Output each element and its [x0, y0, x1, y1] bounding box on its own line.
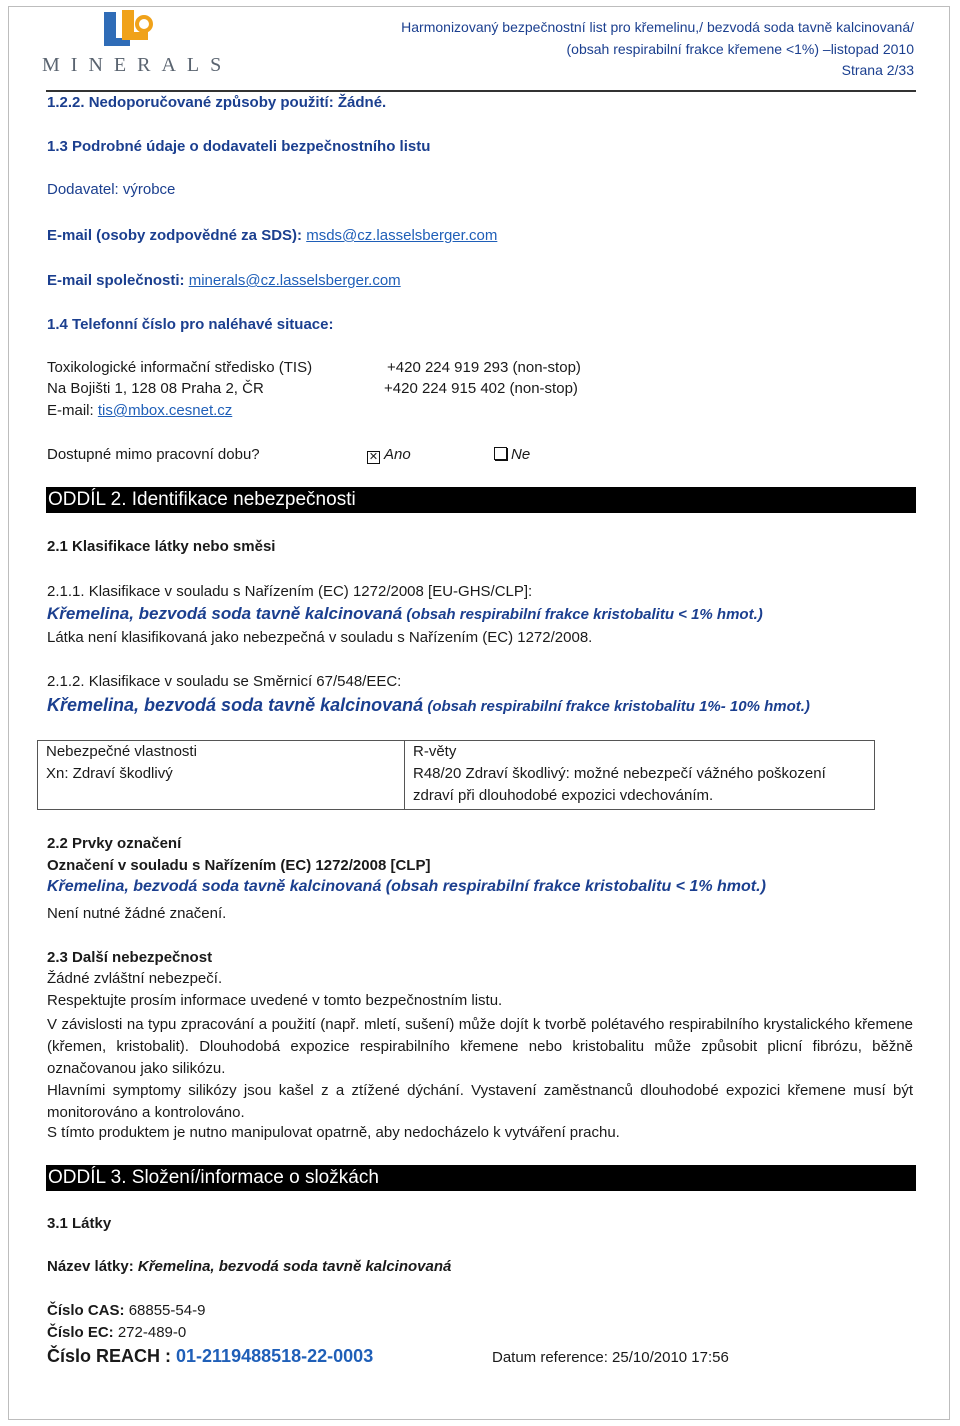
checked-box-icon: ✕: [368, 451, 379, 463]
minerals-logo-icon: [100, 8, 160, 52]
ec-label: Číslo EC:: [47, 1324, 118, 1341]
date-reference: Datum reference: 25/10/2010 17:56: [492, 1349, 729, 1366]
tis-name: Toxikologické informační středisko (TIS): [47, 359, 313, 376]
heading-3-1: 3.1 Látky: [47, 1215, 112, 1232]
emergency-heading: 1.4 Telefonní číslo pro naléhavé situace:: [47, 316, 334, 333]
substance-name-label: Název látky:: [47, 1258, 138, 1275]
product-name-a: Křemelina, bezvodá soda tavně kalcinovaná: [47, 604, 403, 623]
hazard-col-2: [405, 741, 875, 810]
hazard-table: [37, 740, 875, 810]
option-no[interactable]: [494, 446, 530, 463]
email-company-label: E-mail společnosti:: [47, 272, 189, 289]
substance-name-row: [47, 1258, 451, 1275]
logo-text: MINERALS: [42, 54, 233, 76]
heading-2-3: 2.3 Další nebezpečnost: [47, 949, 213, 966]
product-name-b: Křemelina, bezvodá soda tavně kalcinovaná: [47, 695, 424, 715]
r-phrases-value-2: zdraví při dlouhodobé expozici vdechováním.: [413, 787, 714, 804]
reach-value: 01-2119488518-22-0003: [176, 1346, 374, 1366]
supplier-text: Dodavatel: výrobce: [47, 181, 176, 198]
r-phrases-value-1: R48/20 Zdraví škodlivý: možné nebezpečí vážného poškození: [413, 765, 826, 782]
reach-row: [47, 1346, 373, 1367]
tis-email-label: E-mail:: [47, 402, 98, 419]
heading-2-1-2: 2.1.2. Klasifikace v souladu se Směrnicí 67/548/EEC:: [47, 673, 402, 690]
option-no-label: Ne: [511, 446, 531, 463]
ec-value: 272-489-0: [117, 1324, 187, 1341]
email-company-link[interactable]: minerals@cz.lasselsberger.com: [188, 272, 401, 289]
label-requirement-text: Není nutné žádné značení.: [47, 905, 227, 922]
r-phrases-header: R-věty: [413, 743, 457, 760]
hazard-col-1: [38, 741, 405, 810]
option-yes-label: Ano: [384, 446, 411, 463]
email-sds-row: [47, 227, 497, 244]
section-2-title: ODDÍL 2. Identifikace nebezpečnosti: [46, 487, 916, 513]
product-line-a: [47, 604, 763, 624]
other-hazard-5: S tímto produktem je nutno manipulovat opatrně, aby nedocházelo k vytváření prachu.: [47, 1124, 620, 1141]
heading-2-1-1: 2.1.1. Klasifikace v souladu s Nařízením (EC) 1272/2008 [EU-GHS/CLP]:: [47, 583, 533, 600]
product-line-c: Křemelina, bezvodá soda tavně kalcinovaná (obsah respirabilní frakce kristobalitu < 1% hmot.): [47, 878, 766, 895]
phone-2: +420 224 915 402 (non-stop): [384, 380, 578, 397]
phone-1: +420 224 919 293 (non-stop): [387, 359, 581, 376]
tis-email-link[interactable]: tis@mbox.cesnet.cz: [97, 402, 233, 419]
other-hazard-2: Respektujte prosím informace uvedené v tomto bezpečnostním listu.: [47, 992, 503, 1009]
cas-label: Číslo CAS:: [47, 1302, 129, 1319]
doc-title-line2: (obsah respirabilní frakce křemene <1%) –listopad 2010: [566, 41, 914, 57]
tis-email-row: [47, 402, 232, 419]
section-3-title: ODDÍL 3. Složení/informace o složkách: [46, 1165, 916, 1191]
option-yes[interactable]: [367, 446, 411, 464]
unchecked-box-icon: [494, 447, 507, 460]
header-divider: [46, 90, 916, 92]
supplier-heading: 1.3 Podrobné údaje o dodavateli bezpečnostního listu: [47, 138, 431, 155]
reach-label: Číslo REACH :: [47, 1346, 177, 1366]
substance-name-value: Křemelina, bezvodá soda tavně kalcinovaná: [137, 1258, 452, 1275]
company-logo: [22, 8, 233, 78]
heading-2-1: 2.1 Klasifikace látky nebo směsi: [47, 538, 276, 555]
other-hazard-1: Žádné zvláštní nebezpečí.: [47, 970, 223, 987]
ec-row: [47, 1324, 186, 1341]
availability-question: Dostupné mimo pracovní dobu?: [47, 446, 260, 463]
hazard-props-value: Xn: Zdraví škodlivý: [46, 765, 173, 782]
hazard-props-header: Nebezpečné vlastnosti: [46, 743, 197, 760]
tis-address: Na Bojišti 1, 128 08 Praha 2, ČR: [47, 380, 264, 397]
cas-row: [47, 1302, 205, 1319]
product-line-b: [47, 695, 810, 716]
heading-2-2: 2.2 Prvky označení: [47, 835, 182, 852]
product-note-b: (obsah respirabilní frakce kristobalitu 1%- 10% hmot.): [423, 698, 810, 715]
heading-2-2-sub: Označení v souladu s Nařízením (EC) 1272/2008 [CLP]: [47, 857, 431, 874]
clp-classification-text: Látka není klasifikovaná jako nebezpečná v souladu s Nařízením (EC) 1272/2008.: [47, 629, 593, 646]
doc-title-line1: Harmonizovaný bezpečnostní list pro křemelinu,/ bezvodá soda tavně kalcinovaná/: [401, 19, 914, 35]
uses-line: 1.2.2. Nedoporučované způsoby použití: Žádné.: [47, 94, 387, 111]
product-note-a: (obsah respirabilní frakce kristobalitu < 1% hmot.): [402, 606, 763, 623]
other-hazard-4: Hlavními symptomy silikózy jsou kašel z a ztížené dýchání. Vystavení zaměstnanců dlouhodobé expozici křemene musí být monitorováno a kontrolováno.: [47, 1082, 913, 1121]
other-hazard-3: V závislosti na typu zpracování a použití (např. mletí, sušení) může dojít k tvorbě polétavého respirabilního krystalického křemene (křemen, kristobalit). Dlouhodobá expozice respirabilního křemene nebo kristobalitu může způsobit plicní fibrózu, běžně označovanou jako silikózu.: [47, 1016, 913, 1077]
cas-value: 68855-54-9: [128, 1302, 206, 1319]
email-sds-label: E-mail (osoby zodpovědné za SDS):: [47, 227, 307, 244]
email-company-row: [47, 272, 401, 289]
page-number: Strana 2/33: [841, 62, 914, 78]
email-sds-link[interactable]: msds@cz.lasselsberger.com: [306, 227, 498, 244]
